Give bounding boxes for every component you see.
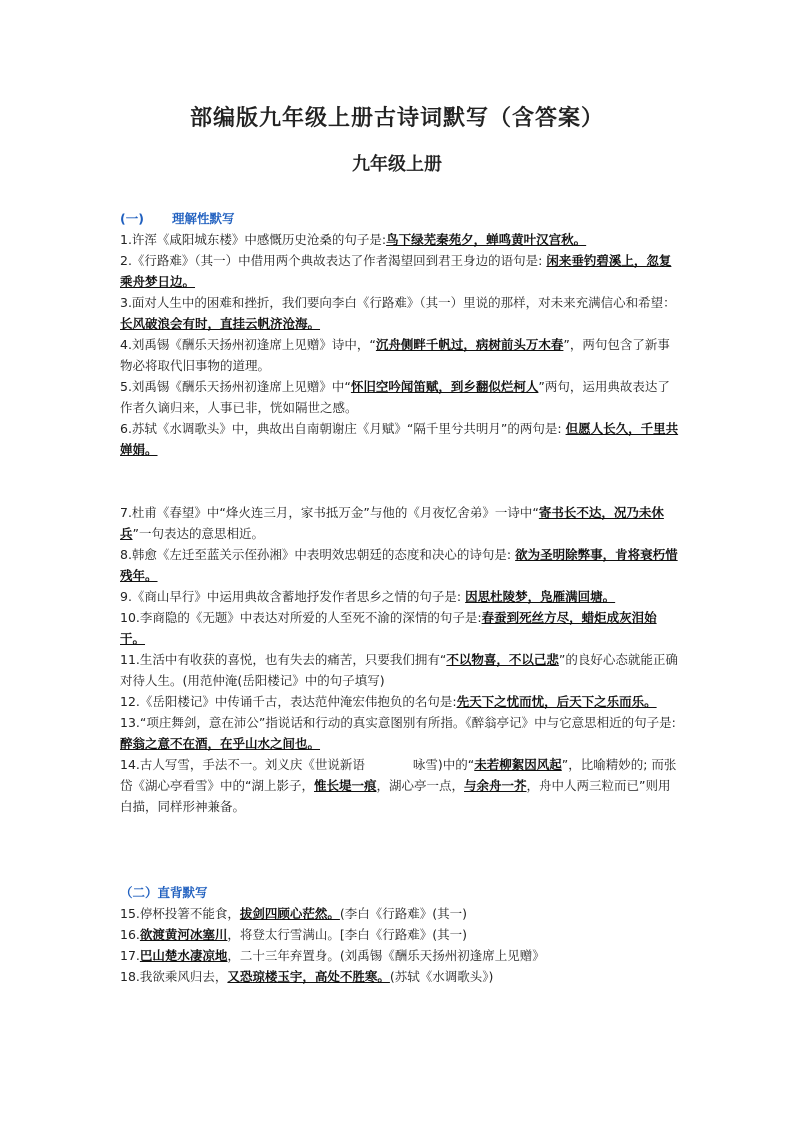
answer-text: 但愿人长久，千里共婵娟。 (120, 421, 679, 457)
section-understanding (120, 208, 680, 817)
question-text: ”一句表达的意思相近。 (132, 526, 264, 541)
answer-text: 欲为圣明除弊事，肯将衰朽惜残年。 (120, 547, 678, 583)
answer-text: 未若柳絮因风起 (474, 757, 562, 772)
question-text: ，二十三年弃置身。(刘禹锡《酬乐天扬州初逢席上见赠》 (227, 948, 545, 963)
question-text: ”的良好心态就能正确对待人生。(用范仲淹(岳阳楼记》中的句子填写) (120, 652, 678, 688)
question-item (120, 966, 680, 987)
question-text: (李白《行路难》(其一) (339, 906, 468, 921)
answer-text: 长风破浪会有时，直挂云帆济沧海。 (120, 316, 321, 331)
answer-text: 闲来垂钓碧溪上，忽复乘舟梦日边。 (120, 253, 672, 289)
question-text: ”，两句包含了新事物必将取代旧事物的道理。 (120, 337, 670, 373)
question-text: 11.生活中有收获的喜悦，也有失去的痛苦，只要我们拥有“ (120, 652, 447, 667)
question-text: 12.《岳阳楼记》中传诵千古，表达范仲淹宏伟抱负的名句是: (120, 694, 457, 709)
question-item (120, 607, 680, 649)
question-item (120, 502, 680, 544)
question-item (120, 292, 680, 334)
question-item (120, 945, 680, 966)
answer-text: 欲渡黄河冰塞川 (139, 927, 228, 942)
question-text: 17. (120, 948, 140, 963)
question-item (120, 712, 680, 754)
question-text: 18.我欲乘风归去， (120, 969, 228, 984)
question-item (120, 418, 680, 460)
answer-text: 怀旧空吟闻笛赋，到乡翻似烂柯人 (350, 379, 539, 394)
question-text: (苏轼《水调歌头》) (389, 969, 494, 984)
question-text: 16. (120, 927, 140, 942)
answer-text: 先天下之忧而忧，后天下之乐而乐。 (456, 694, 657, 709)
answer-text: 不以物喜，不以己悲 (446, 652, 559, 667)
question-text: 10.李商隐的《无题》中表达对所爱的人至死不渝的深情的句子是: (120, 610, 482, 625)
question-text: 9.《商山早行》中运用典故含蓄地抒发作者思乡之情的句子是: (120, 589, 466, 604)
answer-text: 巴山楚水凄凉地 (139, 948, 228, 963)
question-item (120, 229, 680, 250)
answer-text: 又恐琼楼玉宇，高处不胜寒。 (227, 969, 390, 984)
section-heading (120, 208, 680, 229)
question-item (120, 924, 680, 945)
question-text: 7.杜甫《春望》中“烽火连三月，家书抵万金”与他的《月夜忆舍弟》一诗中“ (120, 505, 539, 520)
answer-text: 醉翁之意不在酒，在乎山水之间也。 (120, 736, 321, 751)
answer-text: 惟长堤一痕 (313, 778, 377, 793)
question-text: 15.停杯投箸不能食， (120, 906, 240, 921)
question-item (120, 649, 680, 691)
question-item (120, 250, 680, 292)
question-text: 4.刘禹锡《酬乐天扬州初逢席上见赠》诗中，“ (120, 337, 376, 352)
question-list (120, 229, 680, 754)
question-item (120, 334, 680, 376)
question-text: 6.苏轼《水调歌头》中，典故出自南朝谢庄《月赋》“隔千里兮共明月”的两句是: (120, 421, 566, 436)
section-heading-number: (一) (120, 211, 144, 226)
question-text: ，将登太行雪满山。[李白《行路难》(其一) (227, 927, 468, 942)
answer-text: 寄书长不达，况乃未休兵 (120, 505, 664, 541)
question-text: 1.许浑《咸阳城东楼》中感慨历史沧桑的句子是: (120, 232, 387, 247)
answer-text: 拔剑四顾心茫然。 (239, 906, 340, 921)
question-text: 8.韩愈《左迁至蓝关示侄孙湘》中表明效忠朝廷的态度和决心的诗句是: (120, 547, 516, 562)
answer-text: 鸟下绿芜秦苑夕，蝉鸣黄叶汉宫秋。 (386, 232, 587, 247)
question-item (120, 903, 680, 924)
question-item-14: 14.古人写雪，手法不一。刘义庆《世说新语 咏雪)中的“未若柳絮因风起”，比喻精妙的; 而张岱《湖心亭看雪》中的“湖上影子，惟长堤一痕，湖心亭一点，与余舟一芥，舟中人两三粒而已”则用白描，同样形神兼备。 (120, 757, 677, 814)
document-title: 部编版九年级上册古诗词默写（含答案） (189, 105, 604, 131)
question-text: 2.《行路难》（其一）中借用两个典故表达了作者渴望回到君王身边的语句是: (120, 253, 547, 268)
document-subtitle: 九年级上册 (352, 154, 442, 175)
section-heading: （二）直背默写 (120, 885, 208, 900)
question-item (120, 586, 680, 607)
question-text: 3.面对人生中的困难和挫折，我们要向李白《行路难》（其一）里说的那样，对未来充满信心和希望： (120, 295, 676, 310)
answer-text: 沉舟侧畔千帆过，病树前头万木春 (375, 337, 564, 352)
spacer (120, 460, 680, 502)
question-list (120, 903, 680, 987)
question-item (120, 544, 680, 586)
question-text: ”两句，运用典故表达了作者久谪归来，人事已非，恍如隔世之感。 (120, 379, 670, 415)
answer-text: 春蚕到死丝方尽，蜡炬成灰泪始干。 (120, 610, 657, 646)
answer-text: 与余舟一芥 (464, 778, 527, 793)
section-heading-label: 理解性默写 (171, 211, 235, 226)
question-text: 13.“项庄舞剑，意在沛公”指说话和行动的真实意图别有所指。《醉翁亭记》中与它意思相近的句子是: (120, 715, 676, 730)
question-text: 5.刘禹锡《酬乐天扬州初逢席上见赠》中“ (120, 379, 351, 394)
question-item (120, 691, 680, 712)
question-item (120, 376, 680, 418)
section-recitation (120, 882, 680, 987)
answer-text: 因思杜陵梦，凫雁满回塘。 (465, 589, 616, 604)
